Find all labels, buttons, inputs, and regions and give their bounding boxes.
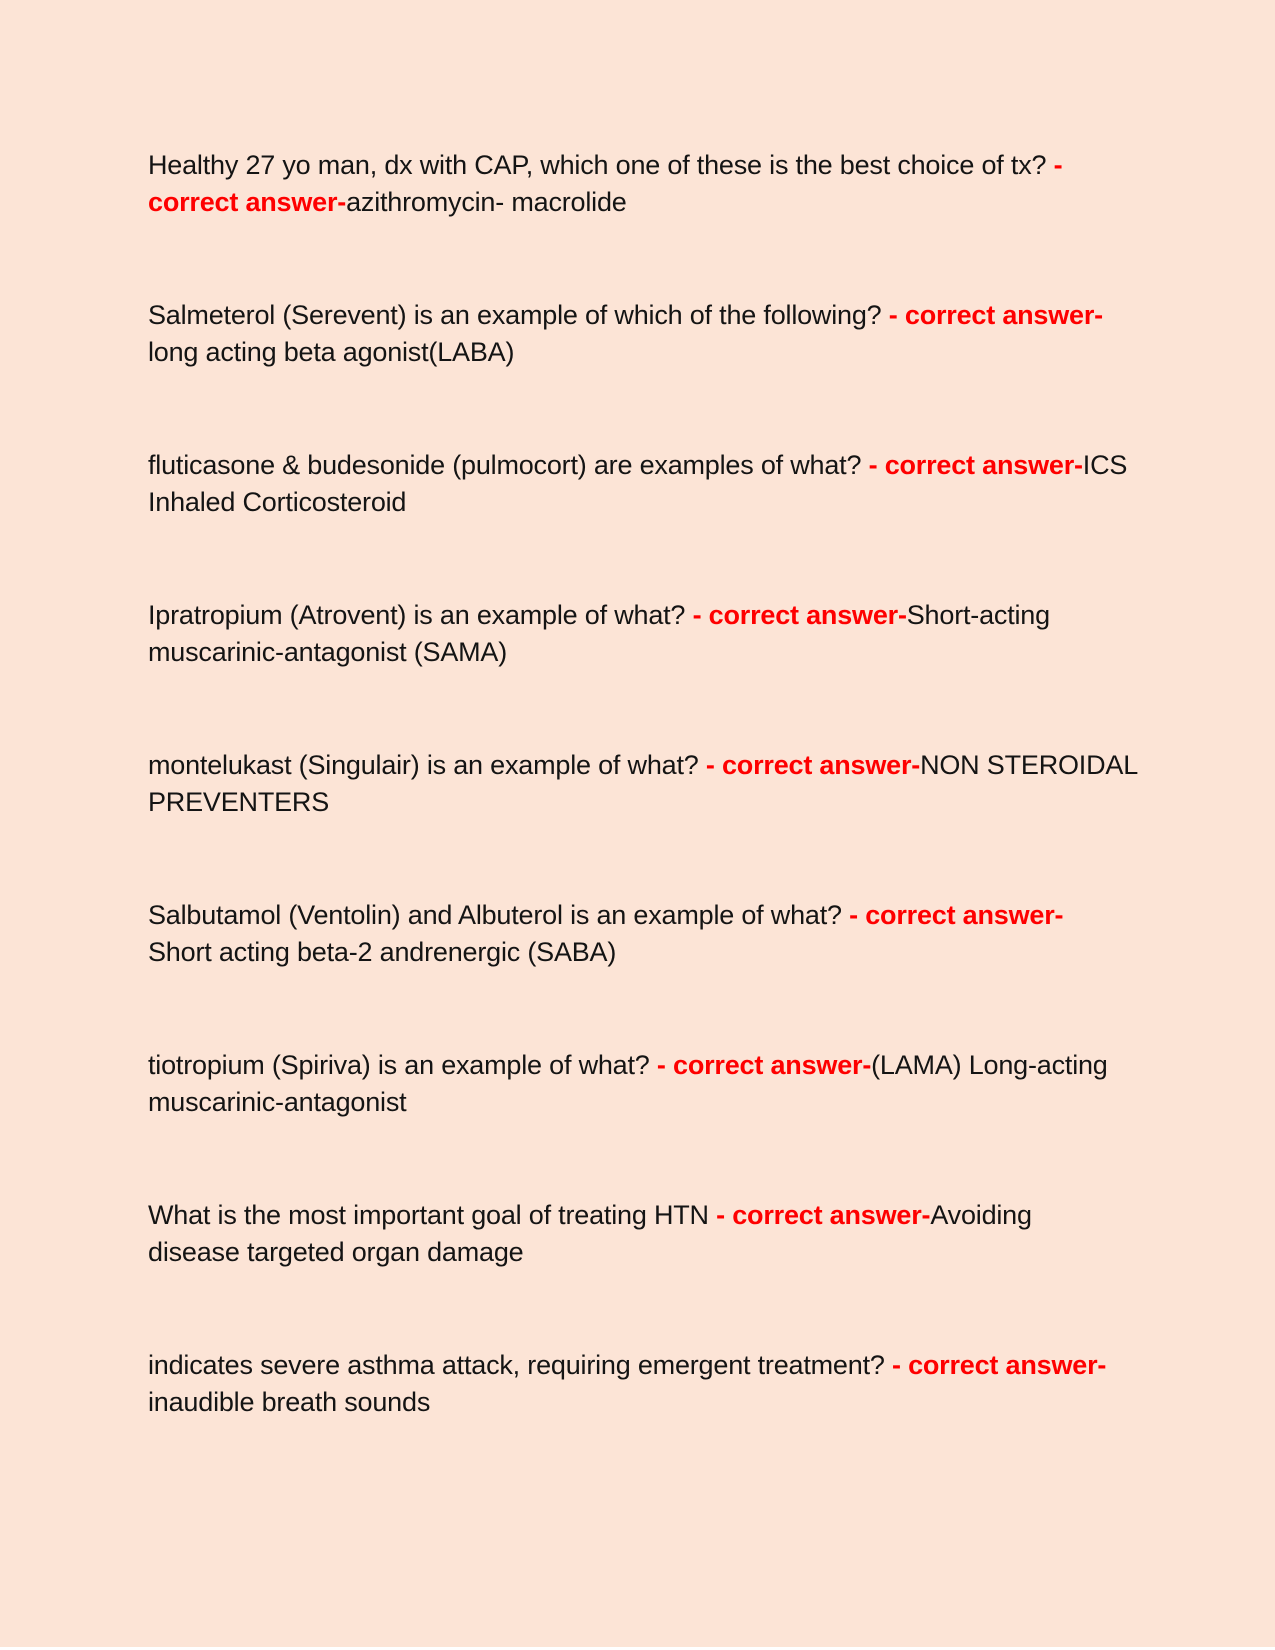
answer-text: Short acting beta-2 andrenergic (SABA)	[148, 937, 617, 967]
answer-text: long acting beta agonist(LABA)	[148, 337, 515, 367]
answer-text: azithromycin- macrolide	[346, 187, 627, 217]
qa-line	[148, 1047, 1215, 1084]
answer-text: Short-acting	[906, 600, 1050, 630]
qa-line	[148, 1084, 1215, 1121]
answer-text: disease targeted organ damage	[148, 1237, 524, 1267]
answer-text: Avoiding	[930, 1200, 1032, 1230]
answer-text: inaudible breath sounds	[148, 1387, 431, 1417]
question-text: indicates severe asthma attack, requiring emergent treatment?	[148, 1350, 892, 1380]
qa-line	[148, 597, 1215, 634]
answer-text: muscarinic-antagonist (SAMA)	[148, 637, 508, 667]
correct-answer-marker: -	[1053, 150, 1063, 180]
qa-line	[148, 1384, 1215, 1421]
qa-line	[148, 934, 1215, 971]
qa-item	[148, 297, 1215, 371]
qa-line	[148, 1234, 1215, 1271]
qa-item	[148, 447, 1215, 521]
qa-line	[148, 334, 1215, 371]
qa-line	[148, 634, 1215, 671]
correct-answer-marker: - correct answer-	[705, 750, 921, 780]
correct-answer-marker: - correct answer-	[888, 300, 1103, 330]
correct-answer-marker: - correct answer-	[849, 900, 1064, 930]
qa-line	[148, 447, 1215, 484]
qa-line	[148, 484, 1215, 521]
qa-item	[148, 1047, 1215, 1121]
question-text: montelukast (Singulair) is an example of what?	[148, 750, 706, 780]
qa-item	[148, 897, 1215, 971]
qa-line	[148, 897, 1215, 934]
question-text: What is the most important goal of treating HTN	[148, 1200, 717, 1230]
correct-answer-marker: - correct answer-	[656, 1050, 872, 1080]
question-text: fluticasone & budesonide (pulmocort) are examples of what?	[148, 450, 869, 480]
correct-answer-marker: - correct answer-	[692, 600, 907, 630]
correct-answer-marker: - correct answer-	[868, 450, 1083, 480]
question-text: Salmeterol (Serevent) is an example of which of the following?	[148, 300, 889, 330]
qa-line	[148, 184, 1215, 221]
answer-text: (LAMA) Long-acting	[871, 1050, 1108, 1080]
question-text: tiotropium (Spiriva) is an example of what?	[148, 1050, 657, 1080]
qa-line	[148, 297, 1215, 334]
answer-text: PREVENTERS	[148, 787, 330, 817]
correct-answer-marker: - correct answer-	[716, 1200, 931, 1230]
correct-answer-marker: - correct answer-	[891, 1350, 1107, 1380]
question-text: Ipratropium (Atrovent) is an example of what?	[148, 600, 693, 630]
answer-text: NON STEROIDAL	[920, 750, 1139, 780]
qa-item	[148, 147, 1215, 221]
question-text: Healthy 27 yo man, dx with CAP, which one of these is the best choice of tx?	[148, 150, 1054, 180]
question-text: Salbutamol (Ventolin) and Albuterol is an example of what?	[148, 900, 850, 930]
answer-text: muscarinic-antagonist	[148, 1087, 407, 1117]
qa-item	[148, 1347, 1215, 1421]
qa-line	[148, 1347, 1215, 1384]
qa-line	[148, 747, 1215, 784]
answer-text: ICS	[1082, 450, 1128, 480]
correct-answer-marker: correct answer-	[148, 187, 347, 217]
qa-item	[148, 747, 1215, 821]
qa-line	[148, 1197, 1215, 1234]
qa-line	[148, 147, 1215, 184]
qa-list	[148, 147, 1215, 1497]
answer-text: Inhaled Corticosteroid	[148, 487, 407, 517]
qa-item	[148, 597, 1215, 671]
qa-item	[148, 1197, 1215, 1271]
qa-line	[148, 784, 1215, 821]
